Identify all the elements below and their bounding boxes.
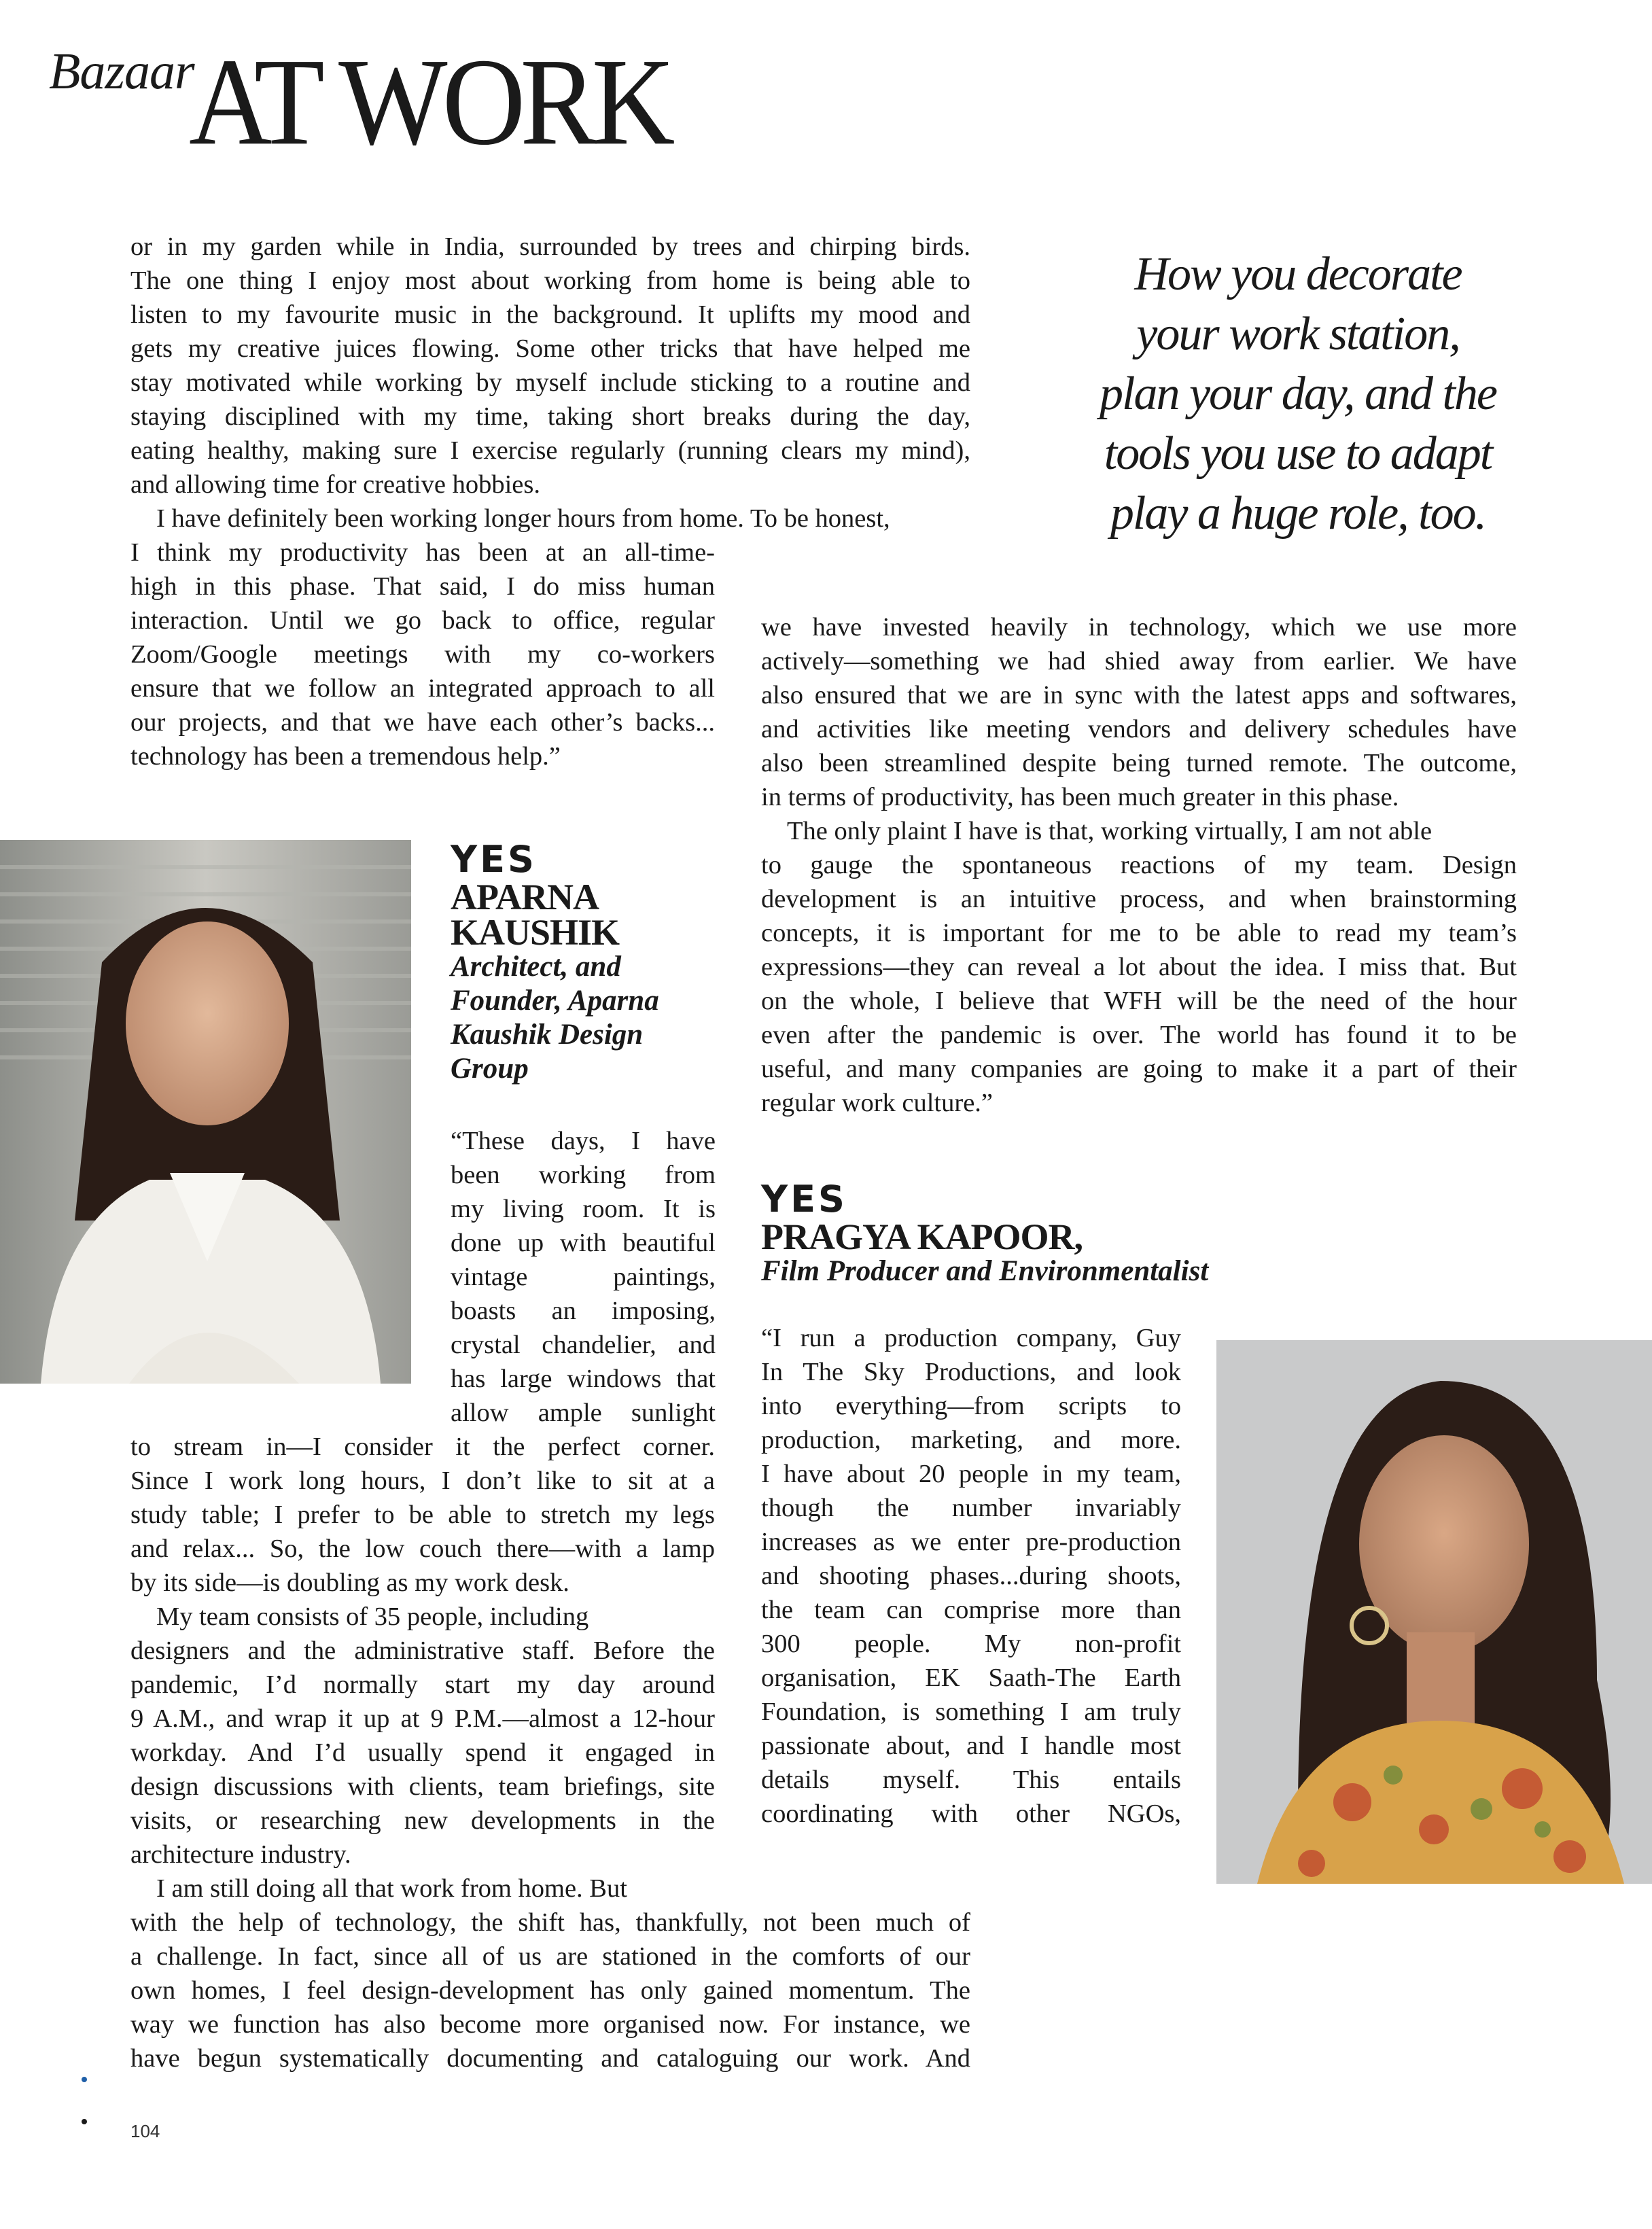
text-line: to stream in—I consider it the perfect corner.	[130, 1433, 715, 1461]
pull-quote	[1067, 245, 1529, 544]
text-line: even after the pandemic is over. The world has found it to be	[761, 1021, 1517, 1049]
text-line: eating healthy, making sure I exercise regularly (running clears my mind),	[130, 436, 970, 465]
text-line: workday. And I’d usually spend it engaged in	[130, 1738, 715, 1767]
role-line: Founder, Aparna	[451, 985, 659, 1017]
text-line: details myself. This entails	[761, 1766, 1181, 1794]
aparna-header	[451, 840, 722, 1086]
aparna-yes-label: YES	[451, 838, 537, 881]
pragya-header	[761, 1180, 1441, 1288]
text-line: study table; I prefer to be able to stretch my legs	[130, 1500, 715, 1529]
text-line: also ensured that we are in sync with the latest apps and softwares,	[761, 681, 1517, 709]
text-line: staying disciplined with my time, taking short breaks during the day,	[130, 402, 970, 431]
text-line: listen to my favourite music in the background. It uplifts my mood and	[130, 300, 970, 329]
text-line: designers and the administrative staff. Before the	[130, 1636, 715, 1665]
text-line: boasts an imposing,	[451, 1297, 716, 1325]
text-line: crystal chandelier, and	[451, 1331, 716, 1359]
text-line: way we function has also become more organised now. For instance, we	[130, 2010, 970, 2039]
text-line: In The Sky Productions, and look	[761, 1358, 1181, 1386]
text-line: expressions—they can reveal a lot about the idea. I miss that. But	[761, 953, 1517, 981]
text-line: by its side—is doubling as my work desk.	[130, 1568, 569, 1597]
text-line: been working from	[451, 1161, 716, 1189]
text-line: has large windows that	[451, 1365, 716, 1393]
text-line: in terms of productivity, has been much greater in this phase.	[761, 783, 1399, 811]
aparna-column-body	[130, 1430, 715, 1906]
text-line: regular work culture.”	[761, 1089, 993, 1117]
text-line: visits, or researching new developments in the	[130, 1806, 715, 1835]
aparna-quote-narrow	[451, 1124, 716, 1430]
aparna-kaushik-photo	[0, 840, 411, 1384]
text-line: gets my creative juices flowing. Some other tricks that have helped me	[130, 334, 970, 363]
text-line: a challenge. In fact, since all of us are stationed in the comforts of our	[130, 1942, 970, 1971]
text-line: we have invested heavily in technology, which we use more	[761, 613, 1517, 642]
role-line: Kaushik Design	[451, 1019, 644, 1051]
text-line: and shooting phases...during shoots,	[761, 1562, 1181, 1590]
text-line: stay motivated while working by myself include sticking to a routine and	[130, 368, 970, 397]
text-line: I think my productivity has been at an all-time-	[130, 538, 715, 567]
intro-p2-first: I have definitely been working longer hours from home. To be honest,	[156, 504, 890, 533]
text-line: organisation, EK Saath-The Earth	[761, 1664, 1181, 1692]
text-line: concepts, it is important for me to be able to read my team’s	[761, 919, 1517, 947]
text-line: “I run a production company, Guy	[761, 1324, 1181, 1352]
text-line: design discussions with clients, team briefings, site	[130, 1772, 715, 1801]
text-line: done up with beautiful	[451, 1229, 716, 1257]
text-line: also been streamlined despite being turned remote. The outcome,	[761, 749, 1517, 777]
continued-p2-first: The only plaint I have is that, working virtually, I am not able	[787, 817, 1433, 845]
aparna-name-line-1: APARNA	[451, 877, 599, 917]
aparna-p3-first: I am still doing all that work from home. But	[156, 1874, 627, 1903]
pragya-kapoor-photo	[1216, 1340, 1652, 1884]
decorative-dot-blue	[82, 2077, 87, 2082]
text-line: high in this phase. That said, I do miss human	[130, 572, 715, 601]
pragya-role: Film Producer and Environmentalist	[761, 1255, 1209, 1287]
text-line: The one thing I enjoy most about working from home is being able to	[130, 266, 970, 295]
aparna-p2-first: My team consists of 35 people, including	[156, 1602, 589, 1631]
portrait-image	[0, 840, 411, 1384]
text-line: coordinating with other NGOs,	[761, 1800, 1181, 1828]
role-line: Group	[451, 1053, 529, 1085]
text-line: or in my garden while in India, surrounded by trees and chirping birds.	[130, 232, 970, 261]
text-line: Foundation, is something I am truly	[761, 1698, 1181, 1726]
aparna-name-line-2: KAUSHIK	[451, 912, 620, 953]
pull-quote-line: How you decorate	[1134, 248, 1462, 300]
text-line: though the number invariably	[761, 1494, 1181, 1522]
text-line: 9 A.M., and wrap it up at 9 P.M.—almost a 12-hour	[130, 1704, 715, 1733]
masthead-section-title: AT WORK	[189, 33, 670, 171]
text-line: pandemic, I’d normally start my day around	[130, 1670, 715, 1699]
intro-p1	[130, 230, 970, 502]
pragya-quote	[761, 1321, 1181, 1831]
text-line: and activities like meeting vendors and delivery schedules have	[761, 715, 1517, 743]
text-line: technology has been a tremendous help.”	[130, 742, 561, 771]
text-line: increases as we enter pre-production	[761, 1528, 1181, 1556]
text-line: to gauge the spontaneous reactions of my team. Design	[761, 851, 1517, 879]
text-line: “These days, I have	[451, 1127, 716, 1155]
aparna-continued	[761, 610, 1517, 1120]
page-number: 104	[130, 2121, 160, 2141]
text-line: development is an intuitive process, and when brainstorming	[761, 885, 1517, 913]
text-line: on the whole, I believe that WFH will be the need of the hour	[761, 987, 1517, 1015]
text-line: I have about 20 people in my team,	[761, 1460, 1181, 1488]
text-line: Since I work long hours, I don’t like to sit at a	[130, 1467, 715, 1495]
text-line: ensure that we follow an integrated approach to all	[130, 674, 715, 703]
text-line: have begun systematically documenting and cataloguing our work. And	[130, 2044, 970, 2073]
pull-quote-line: plan your day, and the	[1100, 368, 1496, 420]
text-line: allow ample sunlight	[451, 1399, 716, 1427]
role-line: Architect, and	[451, 951, 621, 983]
text-line: passionate about, and I handle most	[761, 1732, 1181, 1760]
aparna-role	[451, 950, 722, 1086]
masthead-bazaar: Bazaar	[49, 43, 194, 100]
aparna-p3-body	[130, 1906, 970, 2075]
intro-paragraph-1	[130, 230, 970, 536]
text-line: actively—something we had shied away from earlier. We have	[761, 647, 1517, 675]
pragya-yes-label: YES	[761, 1178, 847, 1221]
text-line: architecture industry.	[130, 1840, 351, 1869]
text-line: our projects, and that we have each other’s backs...	[130, 708, 715, 737]
text-line: into everything—from scripts to	[761, 1392, 1181, 1420]
text-line: my living room. It is	[451, 1195, 716, 1223]
portrait-image	[1216, 1340, 1652, 1884]
text-line: Zoom/Google meetings with my co-workers	[130, 640, 715, 669]
text-line: the team can comprise more than	[761, 1596, 1181, 1624]
text-line: 300 people. My non-profit	[761, 1630, 1181, 1658]
pull-quote-line: tools you use to adapt	[1104, 427, 1492, 480]
text-line: production, marketing, and more.	[761, 1426, 1181, 1454]
decorative-dot-black	[82, 2119, 87, 2124]
text-line: own homes, I feel design-development has only gained momentum. The	[130, 1976, 970, 2005]
text-line: useful, and many companies are going to make it a part of their	[761, 1055, 1517, 1083]
text-line: and relax... So, the low couch there—with a lamp	[130, 1534, 715, 1563]
pull-quote-line: play a huge role, too.	[1110, 487, 1486, 540]
text-line: vintage paintings,	[451, 1263, 716, 1291]
pull-quote-line: your work station,	[1136, 308, 1460, 360]
intro-paragraph-2	[130, 536, 715, 773]
text-line: with the help of technology, the shift has, thankfully, not been much of	[130, 1908, 970, 1937]
text-line: and allowing time for creative hobbies.	[130, 470, 540, 499]
pragya-name: PRAGYA KAPOOR,	[761, 1216, 1083, 1257]
text-line: interaction. Until we go back to office, regular	[130, 606, 715, 635]
